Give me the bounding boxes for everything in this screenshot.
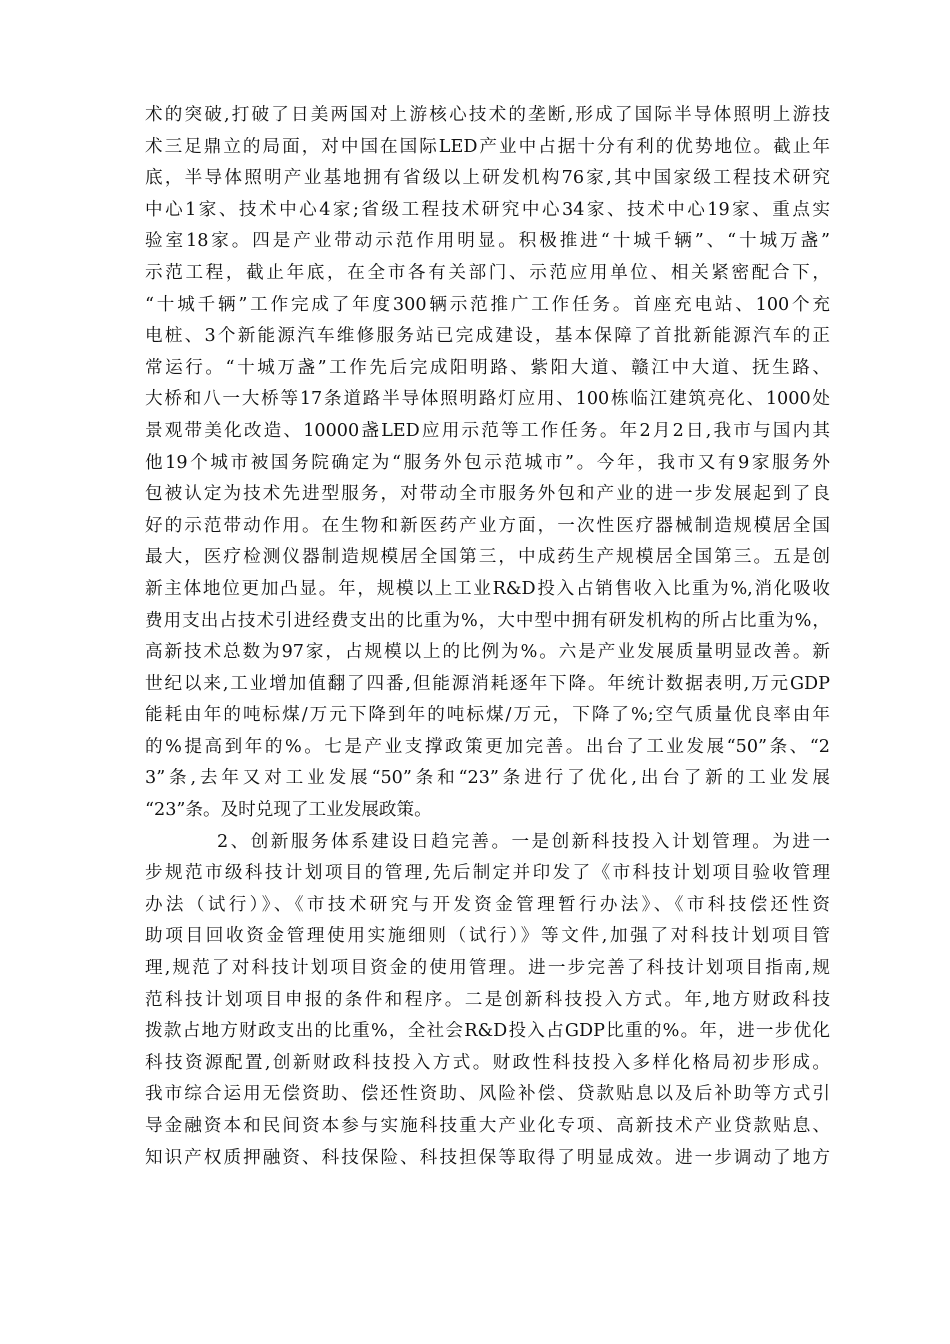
text-line: 能耗由年的吨标煤/万元下降到年的吨标煤/万元，下降了%;空气质量优良率由年 (145, 705, 830, 726)
text-line: 中心1家、技术中心4家;省级工程技术研究中心34家、技术中心19家、重点实 (145, 199, 830, 220)
text-line: 底，半导体照明产业基地拥有省级以上研发机构76家,其中国家级工程技术研究 (145, 168, 830, 189)
text-line: 示范工程，截止年底，在全市各有关部门、示范应用单位、相关紧密配合下， (145, 262, 830, 283)
text-line: “十城千辆”工作完成了年度300辆示范推广工作任务。首座充电站、100个充 (145, 294, 830, 315)
paragraph-start-line: 2、创新服务体系建设日趋完善。一是创新科技投入计划管理。为进一 (217, 831, 830, 852)
text-line: 大桥和八一大桥等17条道路半导体照明路灯应用、100栋临江建筑亮化、1000处 (145, 389, 830, 410)
text-line: 知识产权质押融资、科技保险、科技担保等取得了明显成效。进一步调动了地方 (145, 1147, 830, 1168)
text-line: 世纪以来,工业增加值翻了四番,但能源消耗逐年下降。年统计数据表明,万元GDP (145, 673, 830, 694)
text-line: 导金融资本和民间资本参与实施科技重大产业化专项、高新技术产业贷款贴息、 (145, 1116, 830, 1136)
body-text (145, 100, 830, 1174)
text-line: 术三足鼎立的局面，对中国在国际LED产业中占据十分有利的优势地位。截止年 (145, 136, 830, 157)
text-line: 高新技术总数为97家，占规模以上的比例为%。六是产业发展质量明显改善。新 (145, 642, 830, 663)
text-line: 的%提高到年的%。七是产业支撑政策更加完善。出台了工业发展“50”条、“2 (145, 736, 830, 757)
text-line: 范科技计划项目申报的条件和程序。二是创新科技投入方式。年,地方财政科技 (145, 989, 830, 1010)
text-line: 步规范市级科技计划项目的管理,先后制定并印发了《市科技计划项目验收管理 (145, 863, 830, 884)
text-line: 景观带美化改造、10000盏LED应用示范等工作任务。年2月2日,我市与国内其 (145, 420, 830, 441)
text-line: 术的突破,打破了日美两国对上游核心技术的垄断,形成了国际半导体照明上游技 (145, 105, 830, 125)
text-line: 验室18家。四是产业带动示范作用明显。积极推进“十城千辆”、“十城万盏” (145, 231, 830, 252)
text-line: 他19个城市被国务院确定为“服务外包示范城市”。今年，我市又有9家服务外 (145, 452, 830, 473)
text-line: 电桩、3个新能源汽车维修服务站已完成建设，基本保障了首批新能源汽车的正 (145, 326, 830, 347)
text-line: 新主体地位更加凸显。年，规模以上工业R&D投入占销售收入比重为%,消化吸收 (145, 578, 830, 599)
text-line: 我市综合运用无偿资助、偿还性资助、风险补偿、贷款贴息以及后补助等方式引 (145, 1084, 830, 1105)
text-line: 科技资源配置,创新财政科技投入方式。财政性科技投入多样化格局初步形成。 (145, 1052, 830, 1073)
text-line: 拨款占地方财政支出的比重%，全社会R&D投入占GDP比重的%。年，进一步优化 (145, 1021, 830, 1042)
text-line: 助项目回收资金管理使用实施细则（试行）》等文件,加强了对科技计划项目管 (145, 926, 830, 947)
text-line: 理,规范了对科技计划项目资金的使用管理。进一步完善了科技计划项目指南,规 (145, 958, 830, 979)
text-line: 包被认定为技术先进型服务，对带动全市服务外包和产业的进一步发展起到了良 (145, 484, 830, 505)
text-line: 最大，医疗检测仪器制造规模居全国第三，中成药生产规模居全国第三。五是创 (145, 547, 830, 568)
text-line: 好的示范带动作用。在生物和新医药产业方面，一次性医疗器械制造规模居全国 (145, 515, 830, 536)
paragraph-end-line: “23”条。及时兑现了工业发展政策。 (145, 800, 432, 821)
text-line: 费用支出占技术引进经费支出的比重为%，大中型中拥有研发机构的所占比重为%， (145, 610, 830, 631)
text-line: 办法（试行）》、《市技术研究与开发资金管理暂行办法》、《市科技偿还性资 (145, 894, 830, 915)
text-line: 常运行。“十城万盏”工作先后完成阳明路、紫阳大道、赣江中大道、抚生路、 (145, 357, 830, 378)
text-line: 3”条,去年又对工业发展“50”条和“23”条进行了优化,出台了新的工业发展 (145, 768, 830, 789)
